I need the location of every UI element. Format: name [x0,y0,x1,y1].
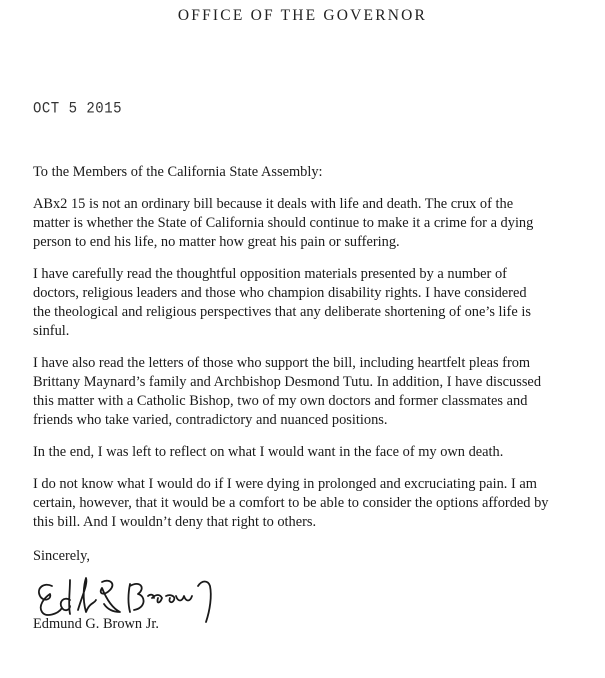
closing: Sincerely, [33,548,91,564]
paragraph-1 [33,195,593,252]
salutation: To the Members of the California State Assembly: [33,164,323,180]
text-line: person to end his life, no matter how great his pain or suffering. [33,234,400,250]
text-line: certain, however, that it would be a comfort to be able to consider the options afforded by [33,495,549,511]
paragraph-4 [33,443,593,462]
text-line: ABx2 15 is not an ordinary bill because it deals with life and death. The crux of the [33,196,514,212]
text-line: I have also read the letters of those who support the bill, including heartfelt pleas from [33,355,531,371]
letterhead: OFFICE OF THE GOVERNOR [177,7,428,24]
paragraph-5 [33,475,593,532]
text-line: sinful. [33,323,70,339]
paragraph-2 [33,265,593,341]
paragraph-3 [33,354,593,430]
text-line: matter is whether the State of California should continue to make it a crime for a dying [33,215,534,231]
text-line: I do not know what I would do if I were dying in prolonged and excruciating pain. I am [33,476,537,492]
text-line: doctors, religious leaders and those who champion disability rights. I have considered [33,285,527,301]
text-line: friends who take varied, contradictory and nuanced positions. [33,412,388,428]
letter-body [33,163,593,545]
text-line: this bill. And I wouldn’t deny that right to others. [33,514,317,530]
signer-name: Edmund G. Brown Jr. [33,616,159,632]
text-line: In the end, I was left to reflect on what I would want in the face of my own death. [33,444,504,460]
text-line: I have carefully read the thoughtful opposition materials presented by a number of [33,266,507,282]
text-line: the theological and religious perspectives that any deliberate shortening of one’s life is [33,304,531,320]
text-line: this matter with a Catholic Bishop, two of my own doctors and former classmates and [33,393,528,409]
letter-date: OCT 5 2015 [33,100,123,119]
text-line: Brittany Maynard’s family and Archbishop Desmond Tutu. In addition, I have discussed [33,374,542,390]
